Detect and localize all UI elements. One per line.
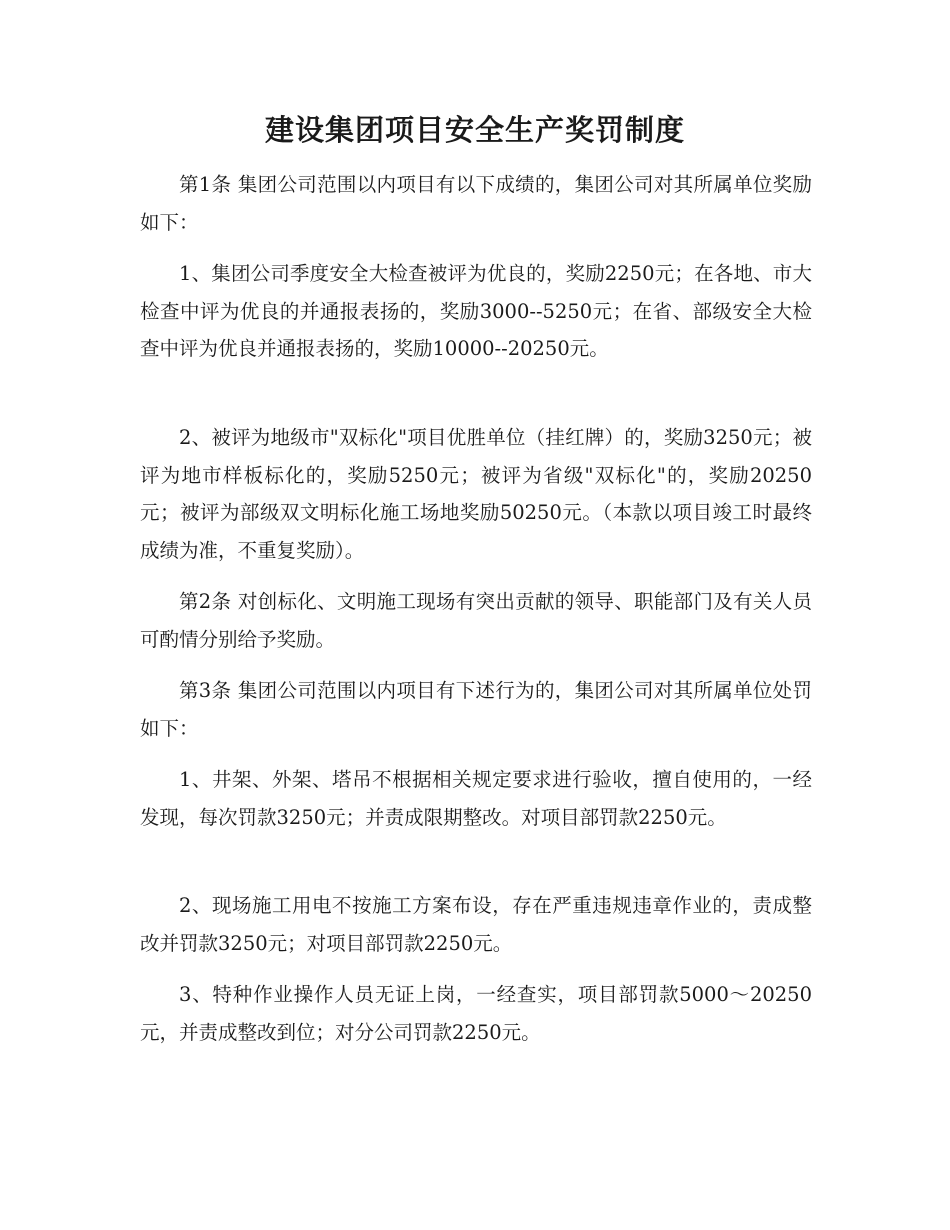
- document-title: 建设集团项目安全生产奖罚制度: [264, 113, 685, 147]
- article-3-item-2-paragraph: 2、现场施工用电不按施工方案布设，存在严重违规违章作业的，责成整改并罚款3250元；对项目部罚款2250元。: [140, 894, 812, 955]
- article-3-item-1-paragraph: 1、井架、外架、塔吊不根据相关规定要求进行验收，擅自使用的，一经发现，每次罚款3250元；并责成限期整改。对项目部罚款2250元。: [140, 768, 812, 829]
- article-1-paragraph: 第1条 集团公司范围以内项目有以下成绩的，集团公司对其所属单位奖励如下：: [140, 173, 812, 234]
- article-2-paragraph: 第2条 对创标化、文明施工现场有突出贡献的领导、职能部门及有关人员可酌情分别给予奖励。: [140, 590, 812, 651]
- article-3-paragraph: 第3条 集团公司范围以内项目有下述行为的，集团公司对其所属单位处罚如下：: [140, 679, 812, 740]
- article-1-item-2-paragraph: 2、被评为地级市"双标化"项目优胜单位（挂红牌）的，奖励3250元；被评为地市样板标化的，奖励5250元；被评为省级"双标化"的，奖励20250元；被评为部级双文明标化施工场地奖励50250元。（本款以项目竣工时最终成绩为准，不重复奖励）。: [140, 426, 812, 562]
- article-1-item-1-paragraph: 1、集团公司季度安全大检查被评为优良的，奖励2250元；在各地、市大检查中评为优良的并通报表扬的，奖励3000--5250元；在省、部级安全大检查中评为优良并通报表扬的，奖励10000--20250元。: [140, 262, 812, 360]
- article-3-item-3-paragraph: 3、特种作业操作人员无证上岗，一经查实，项目部罚款5000～20250元，并责成整改到位；对分公司罚款2250元。: [140, 983, 812, 1044]
